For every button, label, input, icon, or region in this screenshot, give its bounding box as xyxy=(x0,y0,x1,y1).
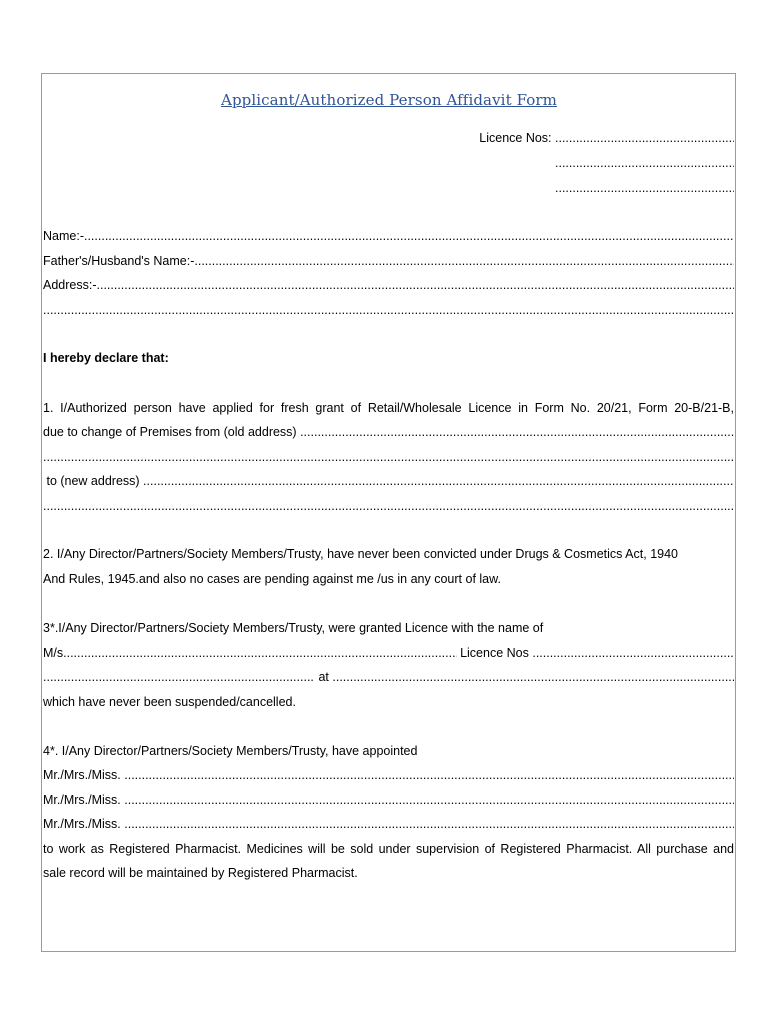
pharmacist-label-1: Mr./Mrs./Miss. xyxy=(43,768,125,782)
father-fill[interactable] xyxy=(194,253,734,269)
p1-line-5[interactable] xyxy=(43,498,734,514)
p1-line-2[interactable] xyxy=(43,424,734,440)
p3-line-1: 3*.I/Any Director/Partners/Society Members/Trusty, were granted Licence with the name of xyxy=(43,621,544,635)
p3-licence-fill[interactable] xyxy=(532,645,734,661)
p1-line-3[interactable] xyxy=(43,449,734,465)
pharmacist-label-3: Mr./Mrs./Miss. xyxy=(43,817,125,831)
p1-line-4[interactable] xyxy=(43,473,734,489)
name-line[interactable] xyxy=(43,228,734,244)
father-line[interactable] xyxy=(43,253,734,269)
name-fill[interactable] xyxy=(84,228,734,244)
p3-line-3[interactable] xyxy=(43,669,734,685)
pharmacist-fill-2[interactable] xyxy=(124,792,734,808)
p3-fill-before-at[interactable] xyxy=(43,669,315,685)
address-label: Address:- xyxy=(43,278,97,292)
p4-line-1: 4*. I/Any Director/Partners/Society Members/Trusty, have appointed xyxy=(43,744,418,758)
licence-line-3[interactable] xyxy=(43,180,734,196)
form-title: Applicant/Authorized Person Affidavit Form xyxy=(221,91,557,109)
p1-line-1: 1. I/Authorized person have applied for fresh grant of Retail/Wholesale Licence in Form No. 20/21, Form 20-B/21-B, xyxy=(43,401,734,415)
p3-line-4: which have never been suspended/cancelled. xyxy=(43,695,296,709)
name-label: Name:- xyxy=(43,229,84,243)
pharmacist-line-1[interactable] xyxy=(43,767,734,783)
p4-line-end-1: to work as Registered Pharmacist. Medicines will be sold under supervision of Registered Pharmacist. All purchase and xyxy=(43,842,734,856)
old-address-fill-2[interactable] xyxy=(43,449,734,465)
p3-line-2[interactable] xyxy=(43,645,734,661)
address-fill-2[interactable] xyxy=(43,302,734,318)
pharmacist-line-2[interactable] xyxy=(43,792,734,808)
pharmacist-fill-1[interactable] xyxy=(124,767,734,783)
pharmacist-line-3[interactable] xyxy=(43,816,734,832)
declare-heading: I hereby declare that: xyxy=(43,351,169,365)
old-address-fill[interactable] xyxy=(300,424,734,440)
p3-ms-label: M/s. xyxy=(43,646,67,660)
licence-fill-3[interactable] xyxy=(555,180,734,196)
address-line[interactable] xyxy=(43,277,734,293)
pharmacist-fill-3[interactable] xyxy=(124,816,734,832)
new-address-fill[interactable] xyxy=(143,473,734,489)
pharmacist-label-2: Mr./Mrs./Miss. xyxy=(43,793,125,807)
p1-new-label: to (new address) xyxy=(43,474,144,488)
father-label: Father's/Husband's Name:- xyxy=(43,254,195,268)
p3-licence-label: Licence Nos xyxy=(456,646,533,660)
p3-at-label: at xyxy=(315,670,333,684)
p2-line-1: 2. I/Any Director/Partners/Society Members/Trusty, have never been convicted under Drugs & Cosmetics Act, 1940 xyxy=(43,547,678,561)
licence-line-2[interactable] xyxy=(43,155,734,171)
p2-line-2: And Rules, 1945.and also no cases are pending against me /us in any court of law. xyxy=(43,572,501,586)
p1-old-label: due to change of Premises from (old address) xyxy=(43,425,301,439)
licence-fill-1[interactable] xyxy=(555,130,734,146)
new-address-fill-2[interactable] xyxy=(43,498,734,514)
p4-line-end-2: sale record will be maintained by Registered Pharmacist. xyxy=(43,866,358,880)
p3-at-fill[interactable] xyxy=(332,669,734,685)
address-fill[interactable] xyxy=(97,277,735,293)
firm-name-fill[interactable] xyxy=(67,645,457,661)
licence-line-1[interactable] xyxy=(43,130,734,146)
address-line-2[interactable] xyxy=(43,302,734,318)
licence-label: Licence Nos: xyxy=(479,131,555,145)
licence-fill-2[interactable] xyxy=(555,155,734,171)
